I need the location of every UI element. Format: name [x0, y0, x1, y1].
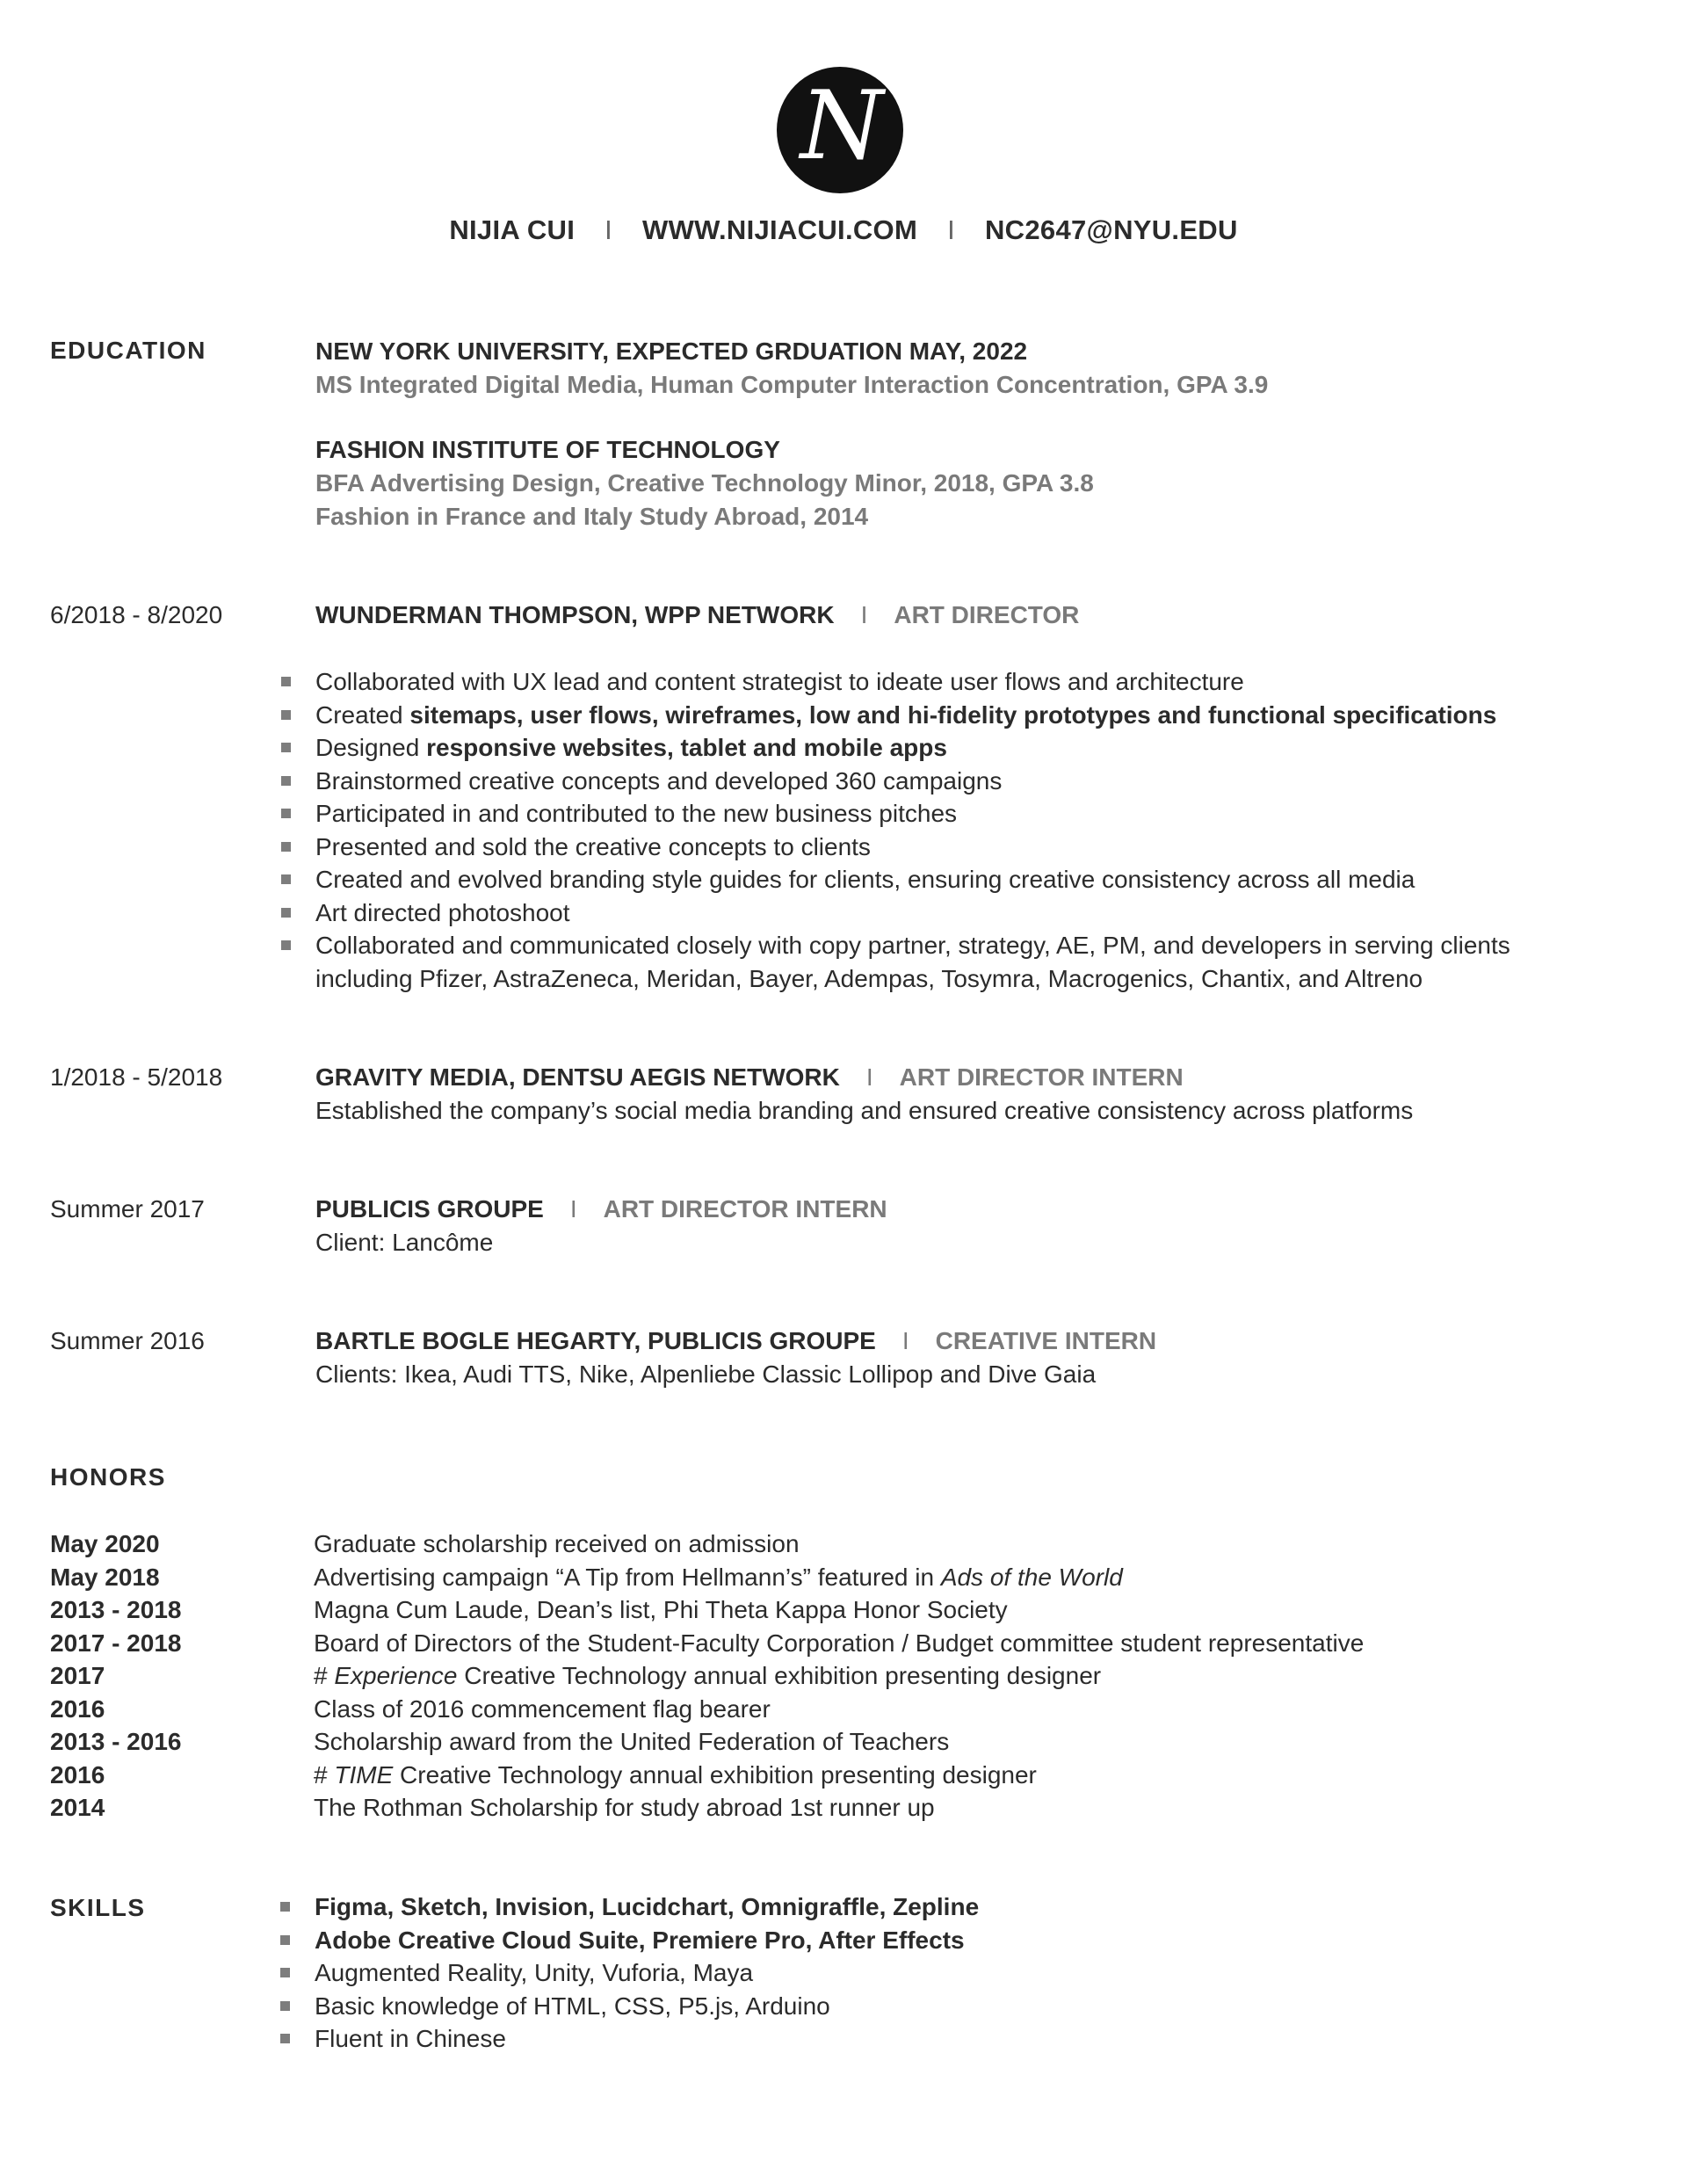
- job-desc: Client: Lancôme: [315, 1229, 494, 1256]
- list-item: Figma, Sketch, Invision, Lucidchart, Omnigraffle, Zepline: [280, 1890, 1651, 1924]
- bullet-icon: [281, 940, 291, 950]
- bullet-icon: [280, 2034, 290, 2043]
- list-item: Collaborated with UX lead and content strategist to ideate user flows and architecture: [281, 665, 1652, 699]
- job-title-line: [315, 1193, 1633, 1226]
- bullet-icon: [281, 809, 291, 818]
- svg-text:N: N: [800, 71, 884, 181]
- list-item: Adobe Creative Cloud Suite, Premiere Pro, After Effects: [280, 1924, 1651, 1957]
- job-block: [315, 1061, 1633, 1128]
- job-block: [315, 1324, 1633, 1391]
- job-desc: Clients: Ikea, Audi TTS, Nike, Alpenliebe Classic Lollipop and Dive Gaia: [315, 1360, 1097, 1388]
- company: GRAVITY MEDIA, DENTSU AEGIS NETWORK: [315, 1063, 840, 1091]
- school-name: NEW YORK UNIVERSITY, EXPECTED GRDUATION MAY, 2022: [315, 337, 1028, 365]
- role: CREATIVE INTERN: [935, 1327, 1157, 1354]
- skills-list: [280, 1890, 1651, 2056]
- list-item-continuation: including Pfizer, AstraZeneca, Meridan, Bayer, Adempas, Tosymra, Macrogenics, Chantix, and Altreno: [315, 964, 1423, 992]
- honors-heading: HONORS: [50, 1463, 166, 1491]
- school-detail: MS Integrated Digital Media, Human Computer Interaction Concentration, GPA 3.9: [315, 371, 1269, 398]
- job-bullets: [281, 665, 1652, 995]
- list-item: Created sitemaps, user flows, wireframes, low and hi-fidelity prototypes and functional specifications: [281, 699, 1652, 732]
- education-block: [315, 433, 1633, 533]
- job-block: [315, 1193, 1633, 1259]
- bullet-icon: [281, 743, 291, 752]
- list-item: Fluent in Chinese: [280, 2022, 1651, 2056]
- list-item: Created and evolved branding style guides for clients, ensuring creative consistency across all media: [281, 863, 1652, 896]
- bullet-icon: [281, 776, 291, 786]
- list-item: Collaborated and communicated closely with copy partner, strategy, AE, PM, and developers in serving clients: [281, 929, 1652, 962]
- list-item: Brainstormed creative concepts and developed 360 campaigns: [281, 765, 1652, 798]
- separator: I: [901, 1327, 909, 1354]
- separator: I: [947, 214, 955, 245]
- skills-heading: SKILLS: [50, 1894, 146, 1921]
- name: NIJIA CUI: [449, 214, 576, 245]
- school-detail: Fashion in France and Italy Study Abroad, 2014: [315, 503, 869, 530]
- separator: I: [865, 1063, 873, 1091]
- job-title-line: [315, 599, 1633, 632]
- bullet-icon: [281, 677, 291, 686]
- bullet-icon: [280, 1902, 290, 1912]
- school-detail: BFA Advertising Design, Creative Technology Minor, 2018, GPA 3.8: [315, 469, 1094, 497]
- job-date: 1/2018 - 5/2018: [50, 1063, 223, 1091]
- logo: [777, 67, 903, 193]
- list-item: Designed responsive websites, tablet and mobile apps: [281, 731, 1652, 765]
- list-item: Participated in and contributed to the new business pitches: [281, 797, 1652, 831]
- job-date: 6/2018 - 8/2020: [50, 601, 223, 628]
- separator: I: [605, 214, 613, 245]
- job-title-line: [315, 1061, 1633, 1094]
- school-name: FASHION INSTITUTE OF TECHNOLOGY: [315, 436, 780, 463]
- separator: I: [860, 601, 868, 628]
- bullet-icon: [280, 2001, 290, 2011]
- list-item: Art directed photoshoot: [281, 896, 1652, 930]
- contact-header: [0, 214, 1687, 246]
- list-item: Augmented Reality, Unity, Vuforia, Maya: [280, 1956, 1651, 1990]
- bullet-icon: [281, 710, 291, 720]
- role: ART DIRECTOR: [894, 601, 1080, 628]
- email-link[interactable]: NC2647@NYU.EDU: [985, 214, 1238, 245]
- education-block: [315, 335, 1633, 402]
- company: BARTLE BOGLE HEGARTY, PUBLICIS GROUPE: [315, 1327, 876, 1354]
- logo-mark: [777, 67, 903, 193]
- bullet-icon: [280, 1968, 290, 1977]
- list-item: Basic knowledge of HTML, CSS, P5.js, Arduino: [280, 1990, 1651, 2023]
- role: ART DIRECTOR INTERN: [899, 1063, 1184, 1091]
- bullet-icon: [281, 908, 291, 918]
- role: ART DIRECTOR INTERN: [603, 1195, 887, 1223]
- job-date: Summer 2016: [50, 1327, 205, 1354]
- separator: I: [569, 1195, 577, 1223]
- job-date: Summer 2017: [50, 1195, 205, 1223]
- job-title-line: [315, 1324, 1633, 1358]
- bullet-icon: [281, 842, 291, 852]
- website-link[interactable]: WWW.NIJIACUI.COM: [642, 214, 918, 245]
- job-desc: Established the company’s social media branding and ensured creative consistency across platforms: [315, 1097, 1414, 1124]
- company: WUNDERMAN THOMPSON, WPP NETWORK: [315, 601, 835, 628]
- bullet-icon: [280, 1935, 290, 1945]
- list-item: Presented and sold the creative concepts to clients: [281, 831, 1652, 864]
- education-heading: EDUCATION: [50, 337, 206, 364]
- bullet-icon: [281, 874, 291, 884]
- company: PUBLICIS GROUPE: [315, 1195, 544, 1223]
